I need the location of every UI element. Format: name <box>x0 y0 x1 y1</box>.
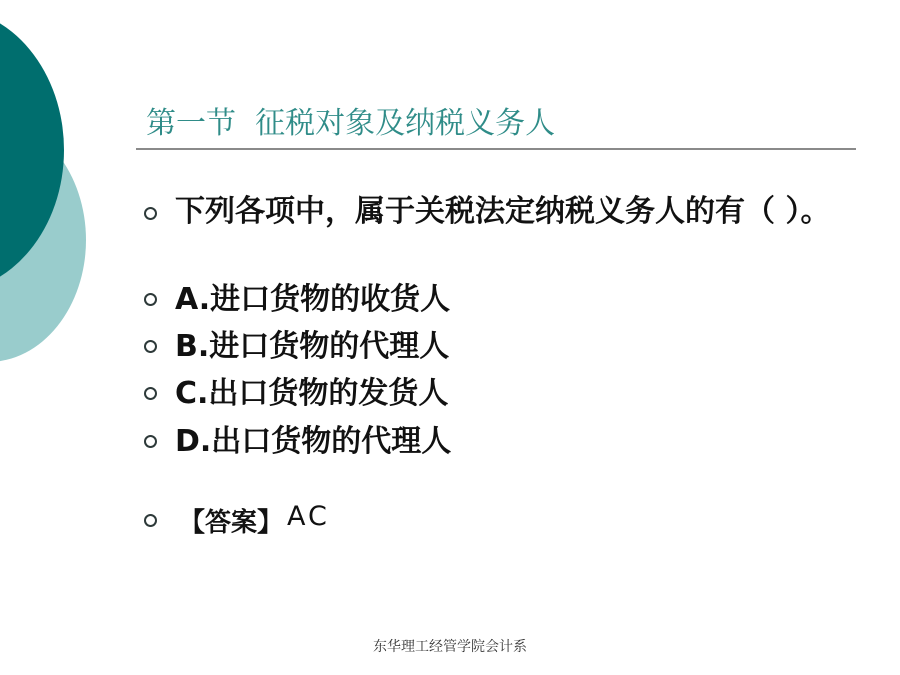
list-item-option-b <box>144 325 855 369</box>
option-b-text: B.进口货物的代理人 <box>175 329 450 364</box>
bullet-circle-icon <box>144 293 157 306</box>
option-a-text: A.进口货物的收货人 <box>175 282 451 317</box>
list-item-option-d <box>144 420 855 464</box>
bullet-circle-icon <box>144 514 157 527</box>
list-item-option-c <box>144 372 855 416</box>
bullet-circle-icon <box>144 340 157 353</box>
bullet-circle-icon <box>144 387 157 400</box>
list-item-answer <box>144 502 330 539</box>
answer-value: AC <box>287 501 330 532</box>
list-item-option-a <box>144 278 855 322</box>
option-c-text: C.出口货物的发货人 <box>175 376 449 411</box>
question-text: 下列各项中，属于关税法定纳税义务人的有（ ）。 <box>175 194 831 229</box>
slide-title: 第一节 征税对象及纳税义务人 <box>146 106 556 141</box>
bullet-circle-icon <box>144 207 157 220</box>
list-item-question <box>144 190 835 234</box>
slide-footer: 东华理工经管学院会计系 <box>373 639 527 655</box>
answer-label: 【答案】 <box>179 508 284 538</box>
option-d-text: D.出口货物的代理人 <box>175 424 452 459</box>
bullet-circle-icon <box>144 435 157 448</box>
